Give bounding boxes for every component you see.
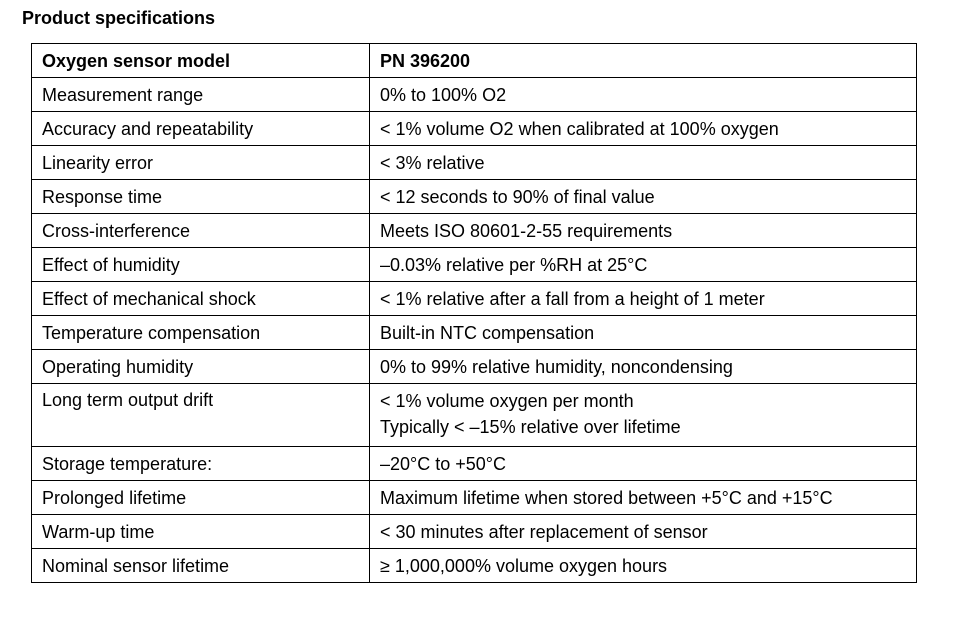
spec-label: Measurement range [32,78,370,112]
spec-label: Effect of humidity [32,248,370,282]
table-row [32,214,917,248]
header-label-cell: Oxygen sensor model [32,44,370,78]
spec-value: Meets ISO 80601-2-55 requirements [370,214,917,248]
spec-label: Nominal sensor lifetime [32,549,370,583]
spec-value: < 12 seconds to 90% of final value [370,180,917,214]
spec-value: < 30 minutes after replacement of sensor [370,515,917,549]
spec-label: Cross-interference [32,214,370,248]
table-row [32,316,917,350]
spec-value: 0% to 99% relative humidity, noncondensing [370,350,917,384]
spec-value [370,384,917,447]
table-row [32,180,917,214]
spec-value: –0.03% relative per %RH at 25°C [370,248,917,282]
page-title: Product specifications [22,8,216,28]
spec-value: < 3% relative [370,146,917,180]
spec-value-line: < 1% volume oxygen per month [380,391,634,411]
table-row [32,248,917,282]
spec-label: Accuracy and repeatability [32,112,370,146]
spec-value: Built-in NTC compensation [370,316,917,350]
table-row [32,112,917,146]
spec-label: Storage temperature: [32,447,370,481]
table-row [32,384,917,447]
spec-label: Long term output drift [32,384,370,447]
spec-table [31,43,917,583]
spec-value: Maximum lifetime when stored between +5°C and +15°C [370,481,917,515]
spec-label: Prolonged lifetime [32,481,370,515]
table-header-row [32,44,917,78]
header-value-cell: PN 396200 [370,44,917,78]
spec-value-line: Typically < –15% relative over lifetime [380,417,681,437]
spec-label: Warm-up time [32,515,370,549]
table-row [32,350,917,384]
table-row [32,481,917,515]
spec-value: ≥ 1,000,000% volume oxygen hours [370,549,917,583]
spec-label: Response time [32,180,370,214]
spec-label: Effect of mechanical shock [32,282,370,316]
spec-label: Temperature compensation [32,316,370,350]
table-row [32,146,917,180]
table-row [32,549,917,583]
table-row [32,515,917,549]
table-row [32,282,917,316]
spec-value: –20°C to +50°C [370,447,917,481]
spec-label: Linearity error [32,146,370,180]
spec-value: 0% to 100% O2 [370,78,917,112]
table-row [32,447,917,481]
spec-value: < 1% volume O2 when calibrated at 100% oxygen [370,112,917,146]
table-row [32,78,917,112]
spec-value: < 1% relative after a fall from a height of 1 meter [370,282,917,316]
spec-label: Operating humidity [32,350,370,384]
